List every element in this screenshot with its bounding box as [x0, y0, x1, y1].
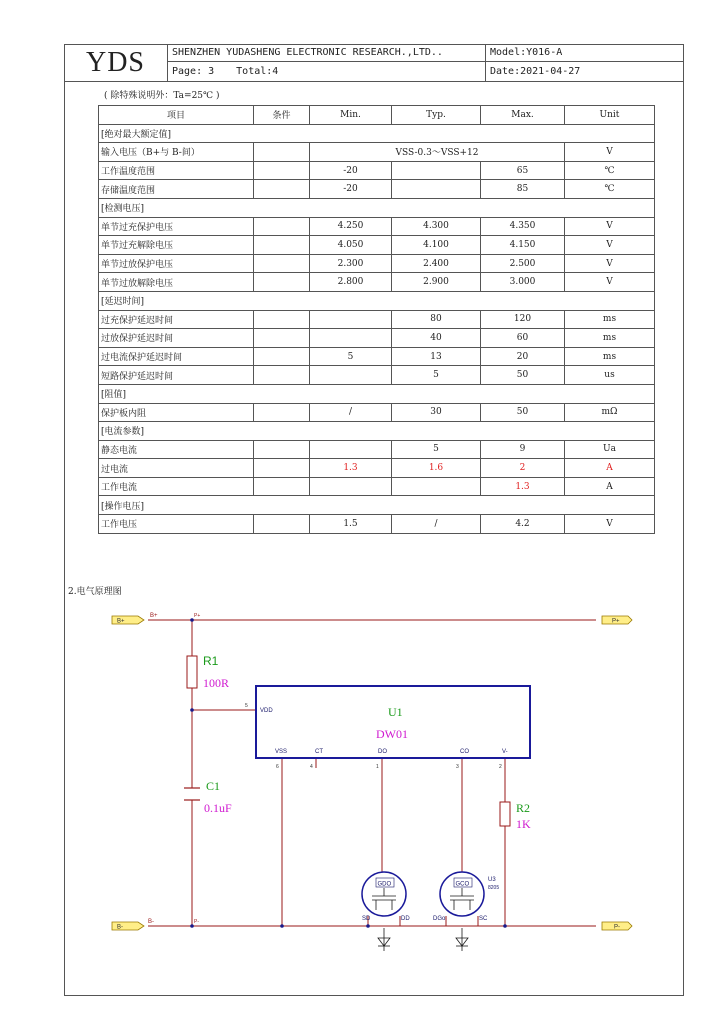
unit-cell: us: [565, 366, 655, 385]
condition-cell: [254, 440, 310, 459]
pin-vss-number: 6: [276, 764, 279, 770]
company-logo: YDS: [64, 44, 168, 81]
typ-cell: 80: [392, 310, 481, 329]
unit-cell: ℃: [565, 180, 655, 199]
max-cell: 50: [481, 403, 565, 422]
pin-vminus-number: 2: [499, 764, 502, 770]
pin-co-number: 3: [456, 764, 459, 770]
port-tag-label: B-: [117, 924, 123, 931]
min-cell: -20: [310, 161, 392, 180]
param-name: 工作电流: [99, 477, 254, 496]
condition-cell: [254, 236, 310, 255]
model-number: Model:Y016-A: [486, 44, 683, 62]
param-name: 过充保护延迟时间: [99, 310, 254, 329]
col-header: 条件: [254, 106, 310, 125]
unit-cell: A: [565, 459, 655, 478]
r2-ref: R2: [516, 801, 531, 815]
unit-cell: V: [565, 273, 655, 292]
max-cell: 20: [481, 347, 565, 366]
condition-cell: [254, 403, 310, 422]
u1-part: DW01: [376, 727, 408, 741]
circuit-schematic: [100, 606, 640, 956]
pin-do-label: DO: [378, 749, 387, 755]
pin-ct-label: CT: [315, 749, 323, 755]
table-row: [99, 440, 655, 459]
unit-cell: ms: [565, 310, 655, 329]
condition-cell: [254, 254, 310, 273]
ic-u1: [256, 686, 530, 758]
unit-cell: Ua: [565, 440, 655, 459]
min-cell: 5: [310, 347, 392, 366]
section-label: [电流参数]: [99, 422, 655, 441]
condition-cell: [254, 366, 310, 385]
company-name: SHENZHEN YUDASHENG ELECTRONIC RESEARCH.,LTD..: [168, 44, 486, 62]
page-number: Page: 3: [172, 66, 215, 77]
section-label: [绝对最大额定值]: [99, 124, 655, 143]
condition-cell: [254, 161, 310, 180]
page-total: Total:4: [236, 66, 279, 77]
section-row: [99, 496, 655, 515]
table-row: [99, 161, 655, 180]
typ-cell: 4.100: [392, 236, 481, 255]
section-label: [延迟时间]: [99, 291, 655, 310]
typ-cell: 2.900: [392, 273, 481, 292]
pin-do-number: 1: [376, 764, 379, 770]
unit-cell: A: [565, 477, 655, 496]
table-row: [99, 273, 655, 292]
c1-value: 0.1uF: [204, 801, 232, 815]
table-row: [99, 403, 655, 422]
min-cell: 1.3: [310, 459, 392, 478]
max-cell: 1.3: [481, 477, 565, 496]
section-row: [99, 291, 655, 310]
spec-table: [98, 105, 655, 534]
port-tag-label: B+: [117, 618, 125, 625]
port-pminus-right: [194, 919, 632, 931]
r1-value: 100R: [203, 676, 230, 690]
unit-cell: V: [565, 143, 655, 162]
unit-cell: V: [565, 254, 655, 273]
r1-ref: R1: [203, 654, 219, 668]
junction-dot: [190, 708, 194, 712]
param-name: 静态电流: [99, 440, 254, 459]
max-cell: 65: [481, 161, 565, 180]
typ-cell: 30: [392, 403, 481, 422]
max-cell: 85: [481, 180, 565, 199]
max-cell: 9: [481, 440, 565, 459]
condition-cell: [254, 347, 310, 366]
typ-cell: 1.6: [392, 459, 481, 478]
col-header: Max.: [481, 106, 565, 125]
section-row: [99, 198, 655, 217]
gate-label: GCO: [455, 881, 470, 888]
typ-cell: 2.400: [392, 254, 481, 273]
condition-cell: [254, 477, 310, 496]
min-cell: [310, 310, 392, 329]
resistor-r1: [187, 656, 197, 688]
table-row: [99, 217, 655, 236]
u3-ref: U3: [488, 877, 496, 883]
port-bminus-left: [112, 919, 154, 931]
pin-vdd-label: VDD: [260, 708, 273, 714]
max-cell: 2: [481, 459, 565, 478]
col-header: Min.: [310, 106, 392, 125]
condition-cell: [254, 273, 310, 292]
port-pplus-right: [194, 613, 632, 625]
table-row: [99, 254, 655, 273]
table-row: [99, 236, 655, 255]
table-row: [99, 459, 655, 478]
conditions-note: ( 除特殊说明外：Ta=25℃ ): [104, 91, 220, 101]
pin-sd-label: SD: [362, 916, 371, 922]
min-cell: [310, 477, 392, 496]
gate-label: GDO: [377, 881, 392, 888]
table-row: [99, 347, 655, 366]
junction-dot: [503, 924, 507, 928]
col-header: Typ.: [392, 106, 481, 125]
pin-ct-number: 4: [310, 764, 313, 770]
param-name: 存储温度范围: [99, 180, 254, 199]
page-info: [168, 62, 486, 81]
section-row: [99, 384, 655, 403]
max-cell: 120: [481, 310, 565, 329]
param-name: 单节过充保护电压: [99, 217, 254, 236]
pin-vdd-number: 5: [245, 703, 248, 709]
table-row: [99, 310, 655, 329]
unit-cell: V: [565, 217, 655, 236]
pin-dgo-label: DGo: [433, 916, 446, 922]
section-row: [99, 422, 655, 441]
table-row: [99, 366, 655, 385]
section-label: [操作电压]: [99, 496, 655, 515]
max-cell: 4.350: [481, 217, 565, 236]
capacitor-c1: [184, 788, 200, 800]
param-name: 短路保护延迟时间: [99, 366, 254, 385]
typ-cell: /: [392, 515, 481, 534]
junction-dot: [366, 924, 370, 928]
table-row: [99, 143, 655, 162]
section-label: [阻值]: [99, 384, 655, 403]
pin-vminus-label: V-: [502, 749, 508, 755]
param-name: 单节过放保护电压: [99, 254, 254, 273]
net-label: P-: [194, 919, 199, 925]
unit-cell: ℃: [565, 161, 655, 180]
min-cell: -20: [310, 180, 392, 199]
min-cell: 4.050: [310, 236, 392, 255]
typ-cell: 13: [392, 347, 481, 366]
typ-cell: [392, 161, 481, 180]
unit-cell: V: [565, 236, 655, 255]
unit-cell: V: [565, 515, 655, 534]
section-row: [99, 124, 655, 143]
junction-dot: [280, 924, 284, 928]
pin-dd-label: DD: [401, 916, 410, 922]
param-name: 单节过充解除电压: [99, 236, 254, 255]
u1-ref: U1: [388, 705, 403, 719]
max-cell: 2.500: [481, 254, 565, 273]
net-label: B+: [150, 613, 158, 619]
max-cell: 60: [481, 329, 565, 348]
condition-cell: [254, 329, 310, 348]
table-row: [99, 329, 655, 348]
param-name: 过电流保护延迟时间: [99, 347, 254, 366]
min-cell: [310, 366, 392, 385]
condition-cell: [254, 180, 310, 199]
typ-cell: 5: [392, 366, 481, 385]
typ-cell: [392, 180, 481, 199]
condition-cell: [254, 310, 310, 329]
col-header: 项目: [99, 106, 254, 125]
body-diode: [456, 928, 468, 951]
param-name: 工作温度范围: [99, 161, 254, 180]
param-name: 过放保护延迟时间: [99, 329, 254, 348]
section-title-schematic: 2.电气原理图: [68, 587, 122, 597]
param-name: 过电流: [99, 459, 254, 478]
min-cell: 1.5: [310, 515, 392, 534]
table-header-row: [99, 106, 655, 125]
port-bplus-left: [112, 613, 158, 625]
table-row: [99, 180, 655, 199]
max-cell: 4.2: [481, 515, 565, 534]
port-tag-label: P+: [612, 618, 620, 625]
max-cell: 50: [481, 366, 565, 385]
min-cell: 2.800: [310, 273, 392, 292]
u3-part: 8205: [488, 885, 500, 891]
section-label: [检测电压]: [99, 198, 655, 217]
param-name: 单节过放解除电压: [99, 273, 254, 292]
pin-vss-label: VSS: [275, 749, 288, 755]
body-diode: [378, 928, 390, 951]
unit-cell: ms: [565, 329, 655, 348]
resistor-r2: [500, 802, 510, 826]
param-name: 工作电压: [99, 515, 254, 534]
condition-cell: [254, 459, 310, 478]
table-row: [99, 515, 655, 534]
typ-cell: 5: [392, 440, 481, 459]
typ-cell: 40: [392, 329, 481, 348]
min-cell: [310, 329, 392, 348]
net-label: P+: [194, 613, 201, 619]
typ-cell: [392, 477, 481, 496]
max-cell: 4.150: [481, 236, 565, 255]
mosfet-q1: [362, 872, 410, 951]
param-name: 输入电压（B+与 B-间）: [99, 143, 254, 162]
pin-sc-label: SC: [479, 916, 488, 922]
unit-cell: ms: [565, 347, 655, 366]
min-cell: [310, 440, 392, 459]
range-cell: VSS-0.3～VSS+12: [310, 143, 565, 162]
condition-cell: [254, 143, 310, 162]
unit-cell: mΩ: [565, 403, 655, 422]
r2-value: 1K: [516, 817, 531, 831]
condition-cell: [254, 217, 310, 236]
table-row: [99, 477, 655, 496]
net-label: B-: [148, 919, 154, 925]
min-cell: /: [310, 403, 392, 422]
max-cell: 3.000: [481, 273, 565, 292]
typ-cell: 4.300: [392, 217, 481, 236]
document-header: [64, 44, 684, 82]
document-date: Date:2021-04-27: [490, 66, 581, 77]
pin-co-label: CO: [460, 749, 469, 755]
col-header: Unit: [565, 106, 655, 125]
port-tag-label: P-: [614, 924, 620, 931]
min-cell: 4.250: [310, 217, 392, 236]
param-name: 保护板内阻: [99, 403, 254, 422]
mosfet-q2: [433, 872, 488, 951]
c1-ref: C1: [206, 779, 221, 793]
min-cell: 2.300: [310, 254, 392, 273]
condition-cell: [254, 515, 310, 534]
